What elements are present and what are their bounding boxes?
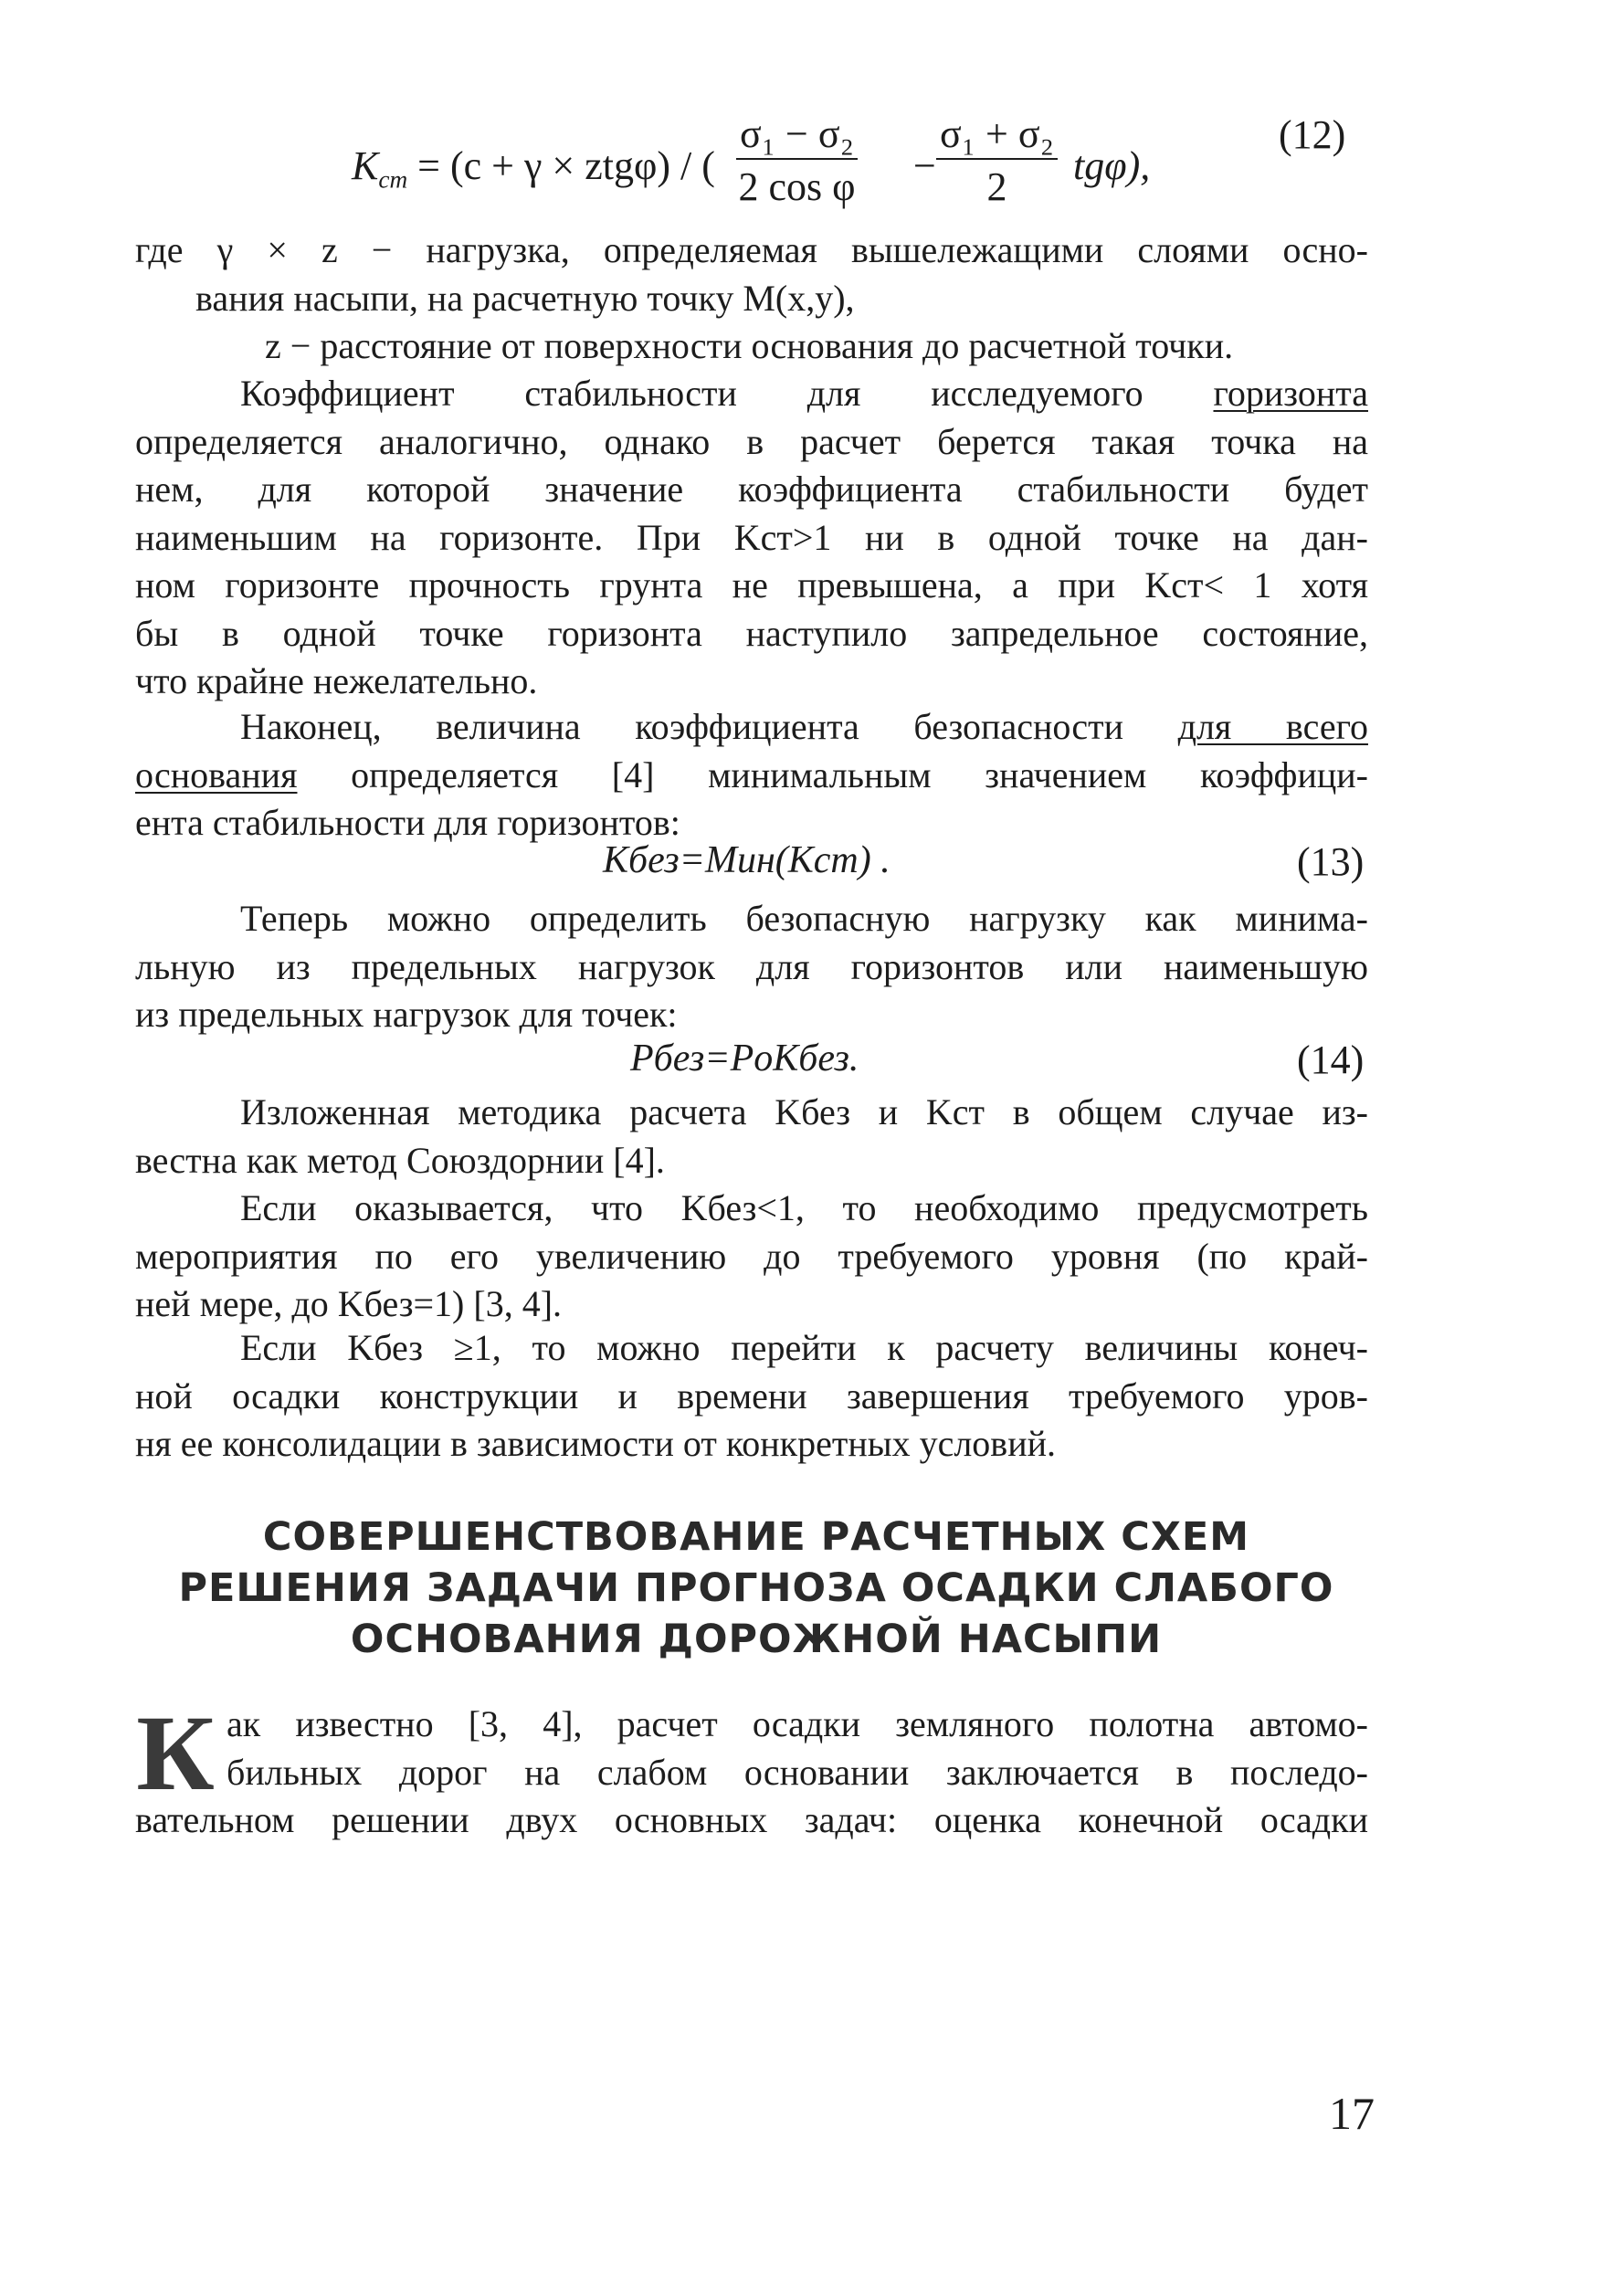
equation-number-12: (12) xyxy=(1279,112,1346,157)
text-line: Если оказывается, что Kбез<1, то необходимо предусмотреть xyxy=(240,1187,1368,1228)
text-line: вания насыпи, на расчетную точку M(x,y), xyxy=(195,277,855,319)
text-line: Если Kбез ≥1, то можно перейти к расчету величины конеч- xyxy=(240,1327,1368,1368)
equation-number-14: (14) xyxy=(1297,1037,1365,1082)
equation-number-13: (13) xyxy=(1297,839,1365,884)
formula-12 xyxy=(0,99,1623,217)
formula-12-fraction-1: $\frac{\text{σ₁ − σ₂}}{\text{2 cos φ}}$ xyxy=(736,112,858,212)
formula-12-tail: tgφ), xyxy=(1073,143,1151,188)
paragraph-intro xyxy=(135,1693,1368,1845)
text-line: из предельных нагрузок для точек: xyxy=(135,994,678,1035)
text-line: мероприятия по его увеличению до требуемого уровня (по край- xyxy=(135,1235,1368,1277)
text-line: нем, для которой значение коэффициента стабильности будет xyxy=(135,469,1368,510)
text-line: бильных дорог на слабом основании заключается в последо- xyxy=(227,1751,1368,1793)
drop-cap-letter: К xyxy=(136,1693,215,1813)
text-line: Наконец, величина коэффициента безопасности для всего xyxy=(240,706,1368,747)
text-line: вательном решении двух основных задач: оценка конечной осадки xyxy=(135,1799,1368,1840)
formula-12-lhs: $K_{cm} = (c + \gamma \times ztg\varphi)$ / ( xyxy=(352,143,715,194)
text-line: ак известно [3, 4], расчет осадки земляного полотна автомо- xyxy=(227,1703,1368,1744)
text-line: вестна как метод Союздорнии [4]. xyxy=(135,1139,665,1181)
paragraph-safety-factor xyxy=(135,703,1368,848)
text-line: определяется аналогично, однако в расчет берется такая точка на xyxy=(135,420,1368,462)
heading-line: РЕШЕНИЯ ЗАДАЧИ ПРОГНОЗА ОСАДКИ СЛАБОГО xyxy=(178,1565,1334,1611)
formula-14: Pбез=PoKбез. xyxy=(630,1037,859,1080)
text-line: ней мере, до Kбез=1) [3, 4]. xyxy=(135,1283,563,1324)
text-line: льную из предельных нагрузок для горизонтов или наименьшую xyxy=(135,945,1368,987)
text-line: Коэффициент стабильности для исследуемого горизонта xyxy=(240,373,1368,414)
text-line: ном горизонте прочность грунта не превышена, а при Kст< 1 хотя xyxy=(135,564,1368,606)
text-line: основания определяется [4] минимальным значением коэффици- xyxy=(135,753,1368,795)
paragraph-definitions xyxy=(135,226,1368,371)
text-line: что крайне нежелательно. xyxy=(135,660,538,701)
page-number: 17 xyxy=(1329,2088,1375,2139)
underlined-term: горизонта xyxy=(1213,373,1368,414)
text-line: z − расстояние от поверхности основания до расчетной точки. xyxy=(265,325,1234,366)
text-line: Теперь можно определить безопасную нагрузку как минима- xyxy=(240,898,1368,939)
formula-12-fraction-2: $\frac{\text{σ₁ + σ₂}}{2}$ xyxy=(936,112,1058,212)
text-line: ня ее консолидации в зависимости от конкретных условий. xyxy=(135,1423,1057,1464)
heading-line: ОСНОВАНИЯ ДОРОЖНОЙ НАСЫПИ xyxy=(350,1617,1163,1662)
text-line: наименьшим на горизонте. При Kст>1 ни в одной точке на дан- xyxy=(135,516,1368,558)
underlined-term: основания xyxy=(135,753,298,795)
formula-12-minus: − xyxy=(913,143,936,188)
paragraph-horizon-stability xyxy=(135,370,1368,706)
underlined-term: для всего xyxy=(1177,706,1368,747)
paragraph-measures xyxy=(135,1185,1368,1329)
text-line: где γ × z − нагрузка, определяемая вышележащими слоями осно- xyxy=(135,229,1368,270)
formula-13: Kбез=Мин(Kст) . xyxy=(603,839,891,881)
paragraph-settlement xyxy=(135,1324,1368,1469)
paragraph-method xyxy=(135,1089,1368,1185)
heading-line: СОВЕРШЕНСТВОВАНИЕ РАСЧЕТНЫХ СХЕМ xyxy=(262,1514,1250,1560)
text-line: Изложенная методика расчета Kбез и Kст в общем случае из- xyxy=(240,1091,1368,1132)
text-line: бы в одной точке горизонта наступило запредельное состояние, xyxy=(135,612,1368,654)
paragraph-safe-load xyxy=(135,895,1368,1039)
section-heading xyxy=(135,1511,1377,1665)
text-line: ента стабильности для горизонтов: xyxy=(135,802,680,843)
text-line: ной осадки конструкции и времени завершения требуемого уров- xyxy=(135,1374,1368,1417)
